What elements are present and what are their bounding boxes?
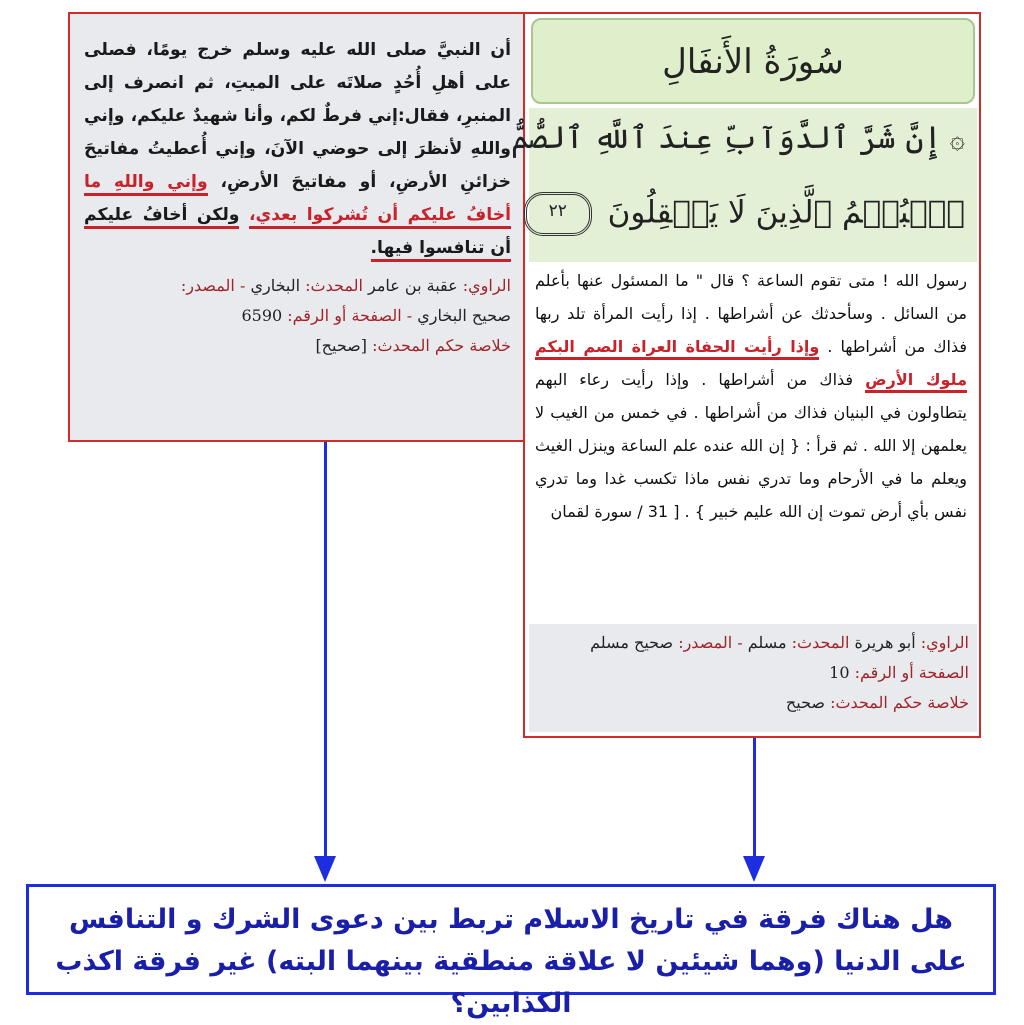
ruling-value: [صحيح] bbox=[315, 336, 367, 355]
narrator-value: عقبة بن عامر bbox=[368, 276, 458, 295]
muhaddith-value: البخاري bbox=[250, 276, 301, 295]
surah-header bbox=[531, 18, 975, 104]
page-label: الصفحة أو الرقم: bbox=[287, 306, 402, 325]
source-value: صحيح البخاري bbox=[417, 306, 511, 325]
ruling-label: خلاصة حكم المحدث: bbox=[372, 336, 511, 355]
hadith-meta: الراوي: عقبة بن عامر المحدث: البخاري - المصدر: صحيح البخاري - الصفحة أو الرقم: 6590 خلاصة حكم المحدث: [صحيح] bbox=[180, 276, 511, 355]
page-value: 6590 bbox=[241, 306, 283, 325]
hadith-part-2: فذاك من أشراطها . وإذا رأيت رعاء البهم يتطاولون في البنيان فذاك من أشراطها . في خمس من الغيب لا يعلمهن إلا الله . ثم قرأ : { إن الله عنده علم الساعة وينزل الغيث ويعلم ما في الأرحام وما تدري نفس ماذا تكسب غدا وما تدري نفس بأي أرض تموت إن الله عليم خبير } . [ 31 / سورة لقمان bbox=[535, 370, 967, 521]
muhaddith-value: مسلم bbox=[747, 633, 787, 652]
ayah-line-1: ۞إِنَّ شَرَّ ٱلدَّوَآبِّ عِندَ ٱللَّهِ ٱلصُّمُّ bbox=[511, 120, 965, 156]
left-arrow-line bbox=[324, 442, 327, 860]
muhaddith-label: المحدث: bbox=[305, 276, 363, 295]
page-value: 10 bbox=[829, 663, 850, 682]
hadith-part-1: رسول الله ! متى تقوم الساعة ؟ قال " ما المسئول عنها بأعلم من السائل . وسأحدثك عن أشراطها . إذا رأيت المرأة تلد ربها فذاك من أشراطها . bbox=[535, 271, 967, 356]
narrator-label: الراوي: bbox=[462, 276, 511, 295]
left-arrow-head bbox=[314, 856, 336, 882]
question-text: هل هناك فرقة في تاريخ الاسلام تربط بين دعوى الشرك و التنافس على الدنيا (وهما شيئين لا علاقة منطقية بينهما البته) غير فرقة اكذب الكذابين؟ bbox=[55, 904, 967, 1019]
muhaddith-label: المحدث: bbox=[791, 633, 850, 652]
hadith-highlight-red: وإني واللهِ ما أخافُ عليكم أن تُشركوا بعدي، bbox=[84, 172, 511, 229]
page-label: الصفحة أو الرقم: bbox=[854, 663, 969, 682]
narrator-value: أبو هريرة bbox=[854, 633, 916, 652]
source-label: المصدر: bbox=[180, 276, 235, 295]
narrator-label: الراوي: bbox=[920, 633, 969, 652]
source-value: صحيح مسلم bbox=[590, 633, 674, 652]
ayah-number-badge: ٢٢ bbox=[524, 192, 592, 236]
hadith-intro: أن النبيَّ صلى الله عليه وسلم خرج يومًا، فصلى على أهلِ أُحُدٍ صلاتَه على الميتِ، ثم انصرف إلى المنبرِ، فقال:إني فرطٌ لكم، وأنا شهيدٌ عليكم، وإني واللهِ لأنظرَ إلى حوضي الآنَ، وإني أُعطيتُ مفاتيحَ خزائنِ الأرضِ، أو مفاتيحَ الأرضِ، bbox=[84, 40, 511, 192]
source-label: المصدر: bbox=[678, 633, 733, 652]
rub-el-hizb-icon: ۞ bbox=[949, 125, 965, 155]
ayah-area bbox=[511, 108, 977, 262]
quran-hadith-card bbox=[511, 12, 981, 738]
hadith-card-bukhari bbox=[68, 12, 527, 442]
hadith-text bbox=[84, 34, 511, 265]
hadith-highlight-red: وإذا رأيت الحفاة العراة الصم البكم ملوك الأرض bbox=[535, 337, 967, 393]
ruling-label: خلاصة حكم المحدث: bbox=[830, 693, 969, 712]
ruling-value: صحيح bbox=[785, 693, 825, 712]
question-box bbox=[26, 884, 996, 1019]
right-arrow-line bbox=[753, 738, 756, 860]
ayah-line-2: ٱلۡبُكۡمُ ٱلَّذِينَ لَا يَعۡقِلُونَ ٢٢ bbox=[524, 192, 965, 236]
hadith-meta-muslim: الراوي: أبو هريرة المحدث: مسلم - المصدر: صحيح مسلم الصفحة أو الرقم: 10 خلاصة حكم المحدث: صحيح bbox=[529, 624, 977, 732]
surah-title: سُورَةُ الأَنفَالِ bbox=[662, 42, 844, 82]
hadith-text-muslim bbox=[535, 264, 967, 528]
right-arrow-head bbox=[743, 856, 765, 882]
hadith-highlight-underlined: ولكن أخافُ عليكم أن تنافسوا فيها. bbox=[84, 205, 511, 262]
